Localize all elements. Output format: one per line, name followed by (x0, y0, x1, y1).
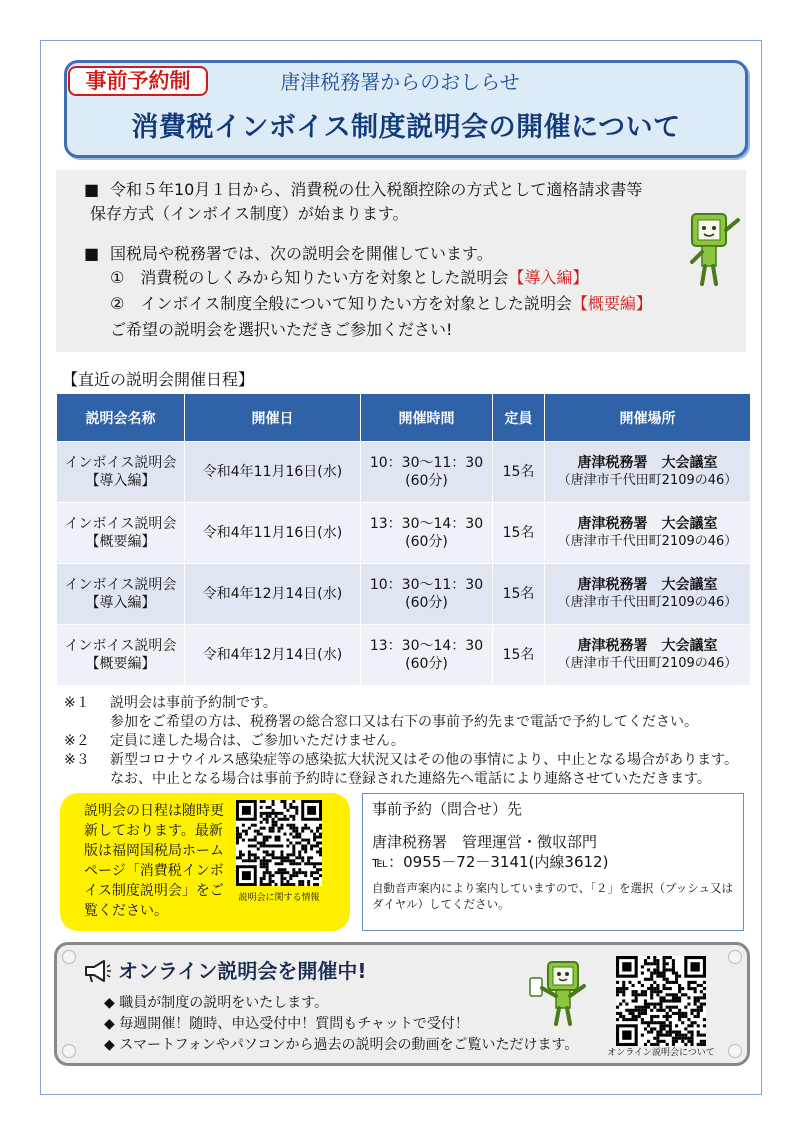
notes-section (64, 694, 754, 789)
corner-rivet (728, 950, 742, 964)
qr-code-icon[interactable] (616, 956, 706, 1046)
venue-address: （唐津市千代田町2109の46） (557, 473, 738, 488)
venue-address: （唐津市千代田町2109の46） (557, 656, 738, 671)
session-date: 令和4年12月14日(水) (185, 564, 361, 625)
session-time: 10：30〜11：30 (369, 577, 484, 593)
session-duration: (60分) (405, 473, 448, 489)
venue-name: 唐津税務署 大会議室 (577, 455, 718, 471)
note-3-continued (64, 770, 754, 789)
session-time-cell (361, 564, 493, 625)
list-item (104, 1035, 578, 1056)
table-row (57, 564, 751, 625)
session-venue-cell (545, 503, 751, 564)
note-1-detail: 参加をご希望の方は、税務署の総合窓口又は右下の事前予約先まで電話で予約してください。 (110, 714, 698, 730)
intro-text-2: 国税局や税務署では、次の説明会を開催しています。 (110, 244, 493, 263)
session-time-cell (361, 442, 493, 503)
schedule-table (56, 393, 751, 686)
contact-office: 唐津税務署 管理運営・徴収部門 (372, 833, 598, 851)
session-date: 令和4年11月16日(水) (185, 442, 361, 503)
session-name-cell (57, 564, 185, 625)
note-3-text: 新型コロナウイルス感染症等の感染拡大状況又はその他の事情により、中止となる場合があります。 (110, 752, 739, 768)
item-2-number: ② (110, 294, 125, 313)
table-header-row (57, 394, 751, 442)
session-name: インボイス説明会 (64, 577, 177, 593)
column-header-time: 開催時間 (361, 394, 493, 442)
column-header-capacity: 定員 (493, 394, 545, 442)
list-item-text: 毎週開催！随時、申込受付中！質問もチャットで受付！ (119, 1016, 469, 1032)
column-header-date: 開催日 (185, 394, 361, 442)
session-type: 【概要編】 (85, 534, 156, 550)
intro-text-1b: 保存方式（インボイス制度）が始まります。 (90, 204, 409, 223)
mascot-icon (684, 210, 744, 290)
contact-note: 自動音声案内により案内していますので、「２」を選択（プッシュ又はダイヤル）してください。 (372, 881, 733, 911)
item-2-tag: 【概要編】 (571, 294, 652, 313)
intro-bullet-1: ■ (84, 180, 100, 199)
notice-source: 唐津税務署からのおしらせ (280, 70, 520, 94)
note-3-mark: ※３ (64, 752, 90, 768)
list-item-text: 職員が制度の説明をいたします。 (119, 995, 329, 1011)
table-row (57, 442, 751, 503)
qr-code-icon[interactable] (236, 800, 322, 886)
intro-item-2 (110, 292, 652, 316)
session-date: 令和4年12月14日(水) (185, 625, 361, 686)
online-seminar-list (104, 993, 578, 1056)
contact-phone: ℡：0955－72－3141(内線3612) (372, 853, 609, 871)
schedule-heading: 【直近の説明会開催日程】 (62, 370, 255, 389)
venue-name: 唐津税務署 大会議室 (577, 638, 718, 654)
note-1-mark: ※１ (64, 695, 90, 711)
session-time-cell (361, 503, 493, 564)
session-name: インボイス説明会 (64, 455, 177, 471)
note-2 (64, 732, 754, 751)
corner-rivet (62, 1044, 76, 1058)
session-duration: (60分) (405, 595, 448, 611)
reservation-badge: 事前予約制 (68, 66, 208, 96)
session-duration: (60分) (405, 534, 448, 550)
session-capacity: 15名 (493, 564, 545, 625)
diamond-bullet-icon: ◆ (104, 1016, 115, 1032)
note-1 (64, 694, 754, 713)
item-1-number: ① (110, 268, 125, 287)
diamond-bullet-icon: ◆ (104, 1037, 115, 1053)
note-1-text: 説明会は事前予約制です。 (110, 695, 277, 711)
session-venue-cell (545, 442, 751, 503)
item-1-tag: 【導入編】 (508, 268, 589, 287)
session-venue-cell (545, 625, 751, 686)
intro-section (56, 170, 746, 352)
update-info-text: 説明会の日程は随時更新しております。最新版は福岡国税局ホームページ「消費税インボイス制度説明会」をご覧ください。 (84, 803, 224, 919)
session-duration: (60分) (405, 656, 448, 672)
note-2-text: 定員に達した場合は、ご参加いただけません。 (110, 733, 405, 749)
session-type: 【導入編】 (85, 595, 156, 611)
item-1-text: 消費税のしくみから知りたい方を対象とした説明会 (140, 268, 509, 287)
note-3 (64, 751, 754, 770)
qr-caption-schedule: 説明会に関する情報 (238, 893, 320, 903)
session-time-cell (361, 625, 493, 686)
note-2-mark: ※２ (64, 733, 90, 749)
note-3-detail: なお、中止となる場合は事前予約時に登録された連絡先へ電話により連絡させていただきます。 (110, 771, 711, 787)
session-name-cell (57, 625, 185, 686)
intro-bullet-2: ■ (84, 244, 100, 263)
page-title: 消費税インボイス制度説明会の開催について (131, 112, 681, 143)
session-capacity: 15名 (493, 625, 545, 686)
intro-text-3: ご希望の説明会を選択いただきご参加ください! (110, 320, 453, 339)
mascot-icon (522, 958, 604, 1026)
megaphone-icon (82, 958, 112, 984)
session-name: インボイス説明会 (64, 516, 177, 532)
list-item (104, 993, 578, 1014)
list-item-text: スマートフォンやパソコンから過去の説明会の動画をご覧いただけます。 (119, 1037, 579, 1053)
note-1-continued (64, 713, 754, 732)
item-2-text: インボイス制度全般について知りたい方を対象とした説明会 (140, 294, 572, 313)
qr-caption-online: オンライン説明会について (607, 1048, 715, 1058)
venue-name: 唐津税務署 大会議室 (577, 577, 718, 593)
table-row (57, 503, 751, 564)
session-capacity: 15名 (493, 503, 545, 564)
column-header-name: 説明会名称 (57, 394, 185, 442)
intro-text-1a: 令和５年10月１日から、消費税の仕入税額控除の方式として適格請求書等 (110, 180, 643, 199)
column-header-venue: 開催場所 (545, 394, 751, 442)
session-time: 13：30〜14：30 (369, 516, 484, 532)
session-name-cell (57, 503, 185, 564)
session-time: 13：30〜14：30 (369, 638, 484, 654)
table-row (57, 625, 751, 686)
venue-address: （唐津市千代田町2109の46） (557, 534, 738, 549)
session-type: 【概要編】 (85, 656, 156, 672)
session-time: 10：30〜11：30 (369, 455, 484, 471)
venue-address: （唐津市千代田町2109の46） (557, 595, 738, 610)
intro-item-1 (110, 266, 588, 290)
corner-rivet (728, 1044, 742, 1058)
venue-name: 唐津税務署 大会議室 (577, 516, 718, 532)
session-name: インボイス説明会 (64, 638, 177, 654)
online-seminar-title: オンライン説明会を開催中! (118, 959, 367, 983)
session-venue-cell (545, 564, 751, 625)
session-date: 令和4年11月16日(水) (185, 503, 361, 564)
list-item (104, 1014, 578, 1035)
session-name-cell (57, 442, 185, 503)
diamond-bullet-icon: ◆ (104, 995, 115, 1011)
session-capacity: 15名 (493, 442, 545, 503)
contact-title: 事前予約（問合せ）先 (372, 800, 523, 818)
corner-rivet (62, 950, 76, 964)
session-type: 【導入編】 (85, 473, 156, 489)
